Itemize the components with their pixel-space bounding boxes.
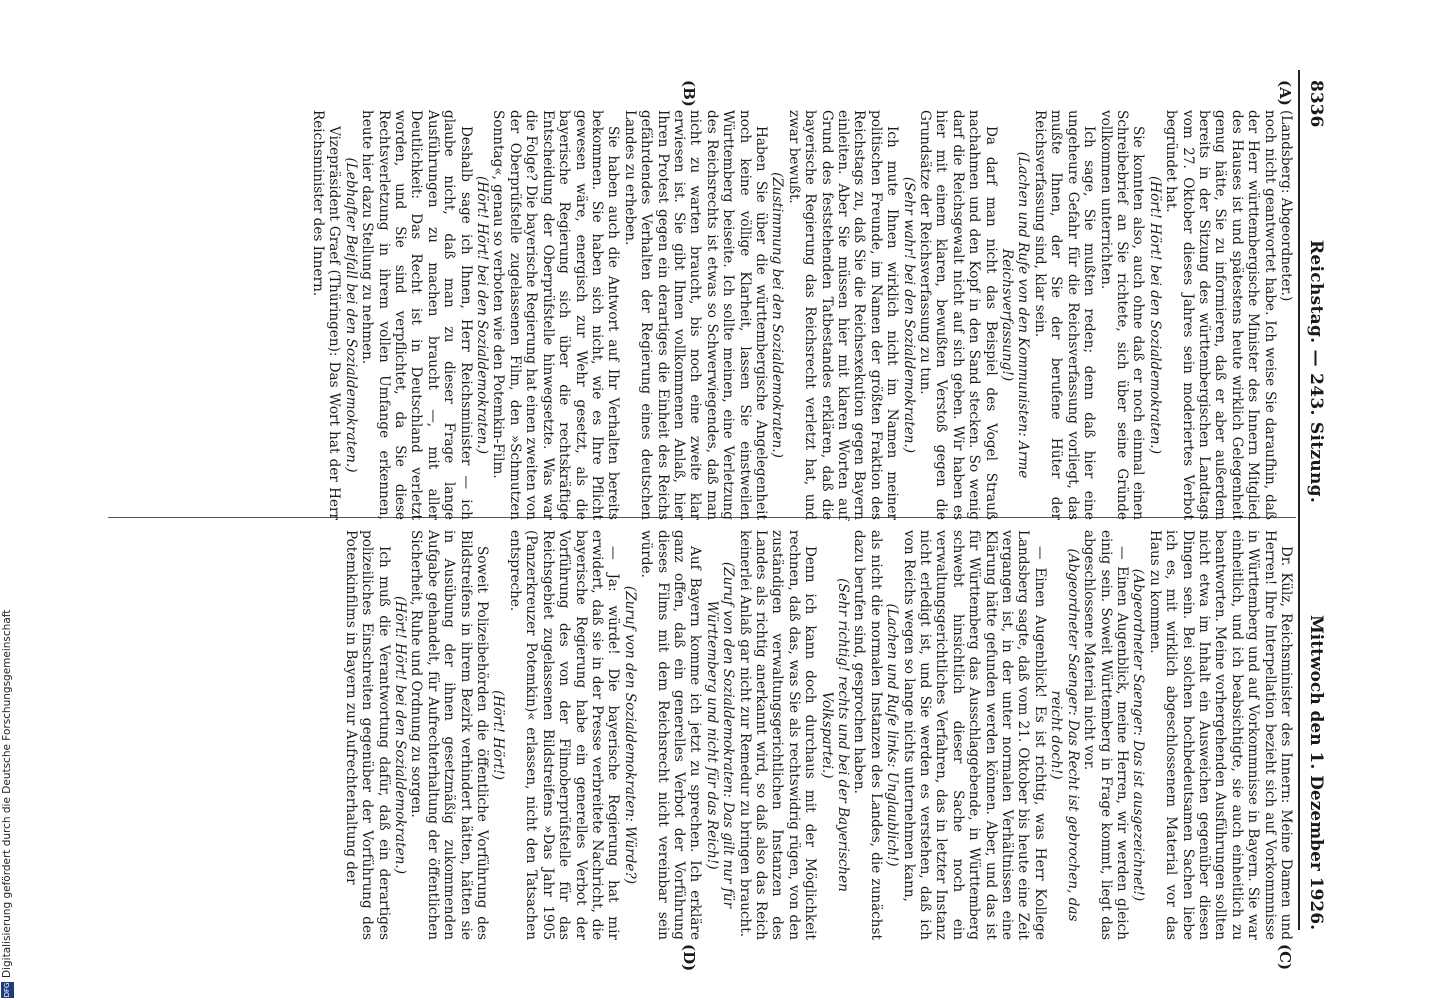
paragraph: Sie haben auch die Antwort auf Ihr Verhalten bereits bekommen. Sie haben sich nicht, wie es Ihre Pflicht gewesen wäre, energisch zur Wehr gesetzt, als die bayerische Regierung sich über die rechtskräftige Entscheidung der Oberprüfstelle hinwegsetzte. Was war die Folge? Die bayerische Regierung hat einen zweiten von der Oberprüfstelle zugelassenen Film, den »Schmutzen Sonntag«, genau so verboten wie den Potemkin-Film.: [490, 110, 622, 520]
interjection: (Hört! Hört!): [490, 690, 507, 780]
interjection: (Hört! Hört! bei den Sozialdemokraten.): [1146, 175, 1163, 455]
interjection: (Abgeordneter Saenger: Das Recht ist gebrochen, das reicht doch!): [1048, 548, 1081, 922]
page-number: 8336: [1306, 80, 1326, 128]
left-column: [310, 110, 1294, 520]
speaker-continuation: (Landsberg: Abgeordneter.): [1278, 110, 1294, 302]
paragraph: Deshalb sage ich Ihnen, Herr Reichsminister — ich glaube nicht, daß man zu dieser Frage lange Ausführungen zu machen braucht —, mit aller Deutlichkeit: Das Recht ist in Deutschland verletzt worden, und Sie sind verpflichtet, da Sie diese Rechtsverletzung in ihrem vollen Umfange erkennen, heute hier dazu Stellung zu nehmen.: [359, 110, 474, 520]
scanned-page: [14, 0, 1414, 1000]
session-date: Mittwoch den 1. Dezember 1926.: [1306, 614, 1326, 930]
interjection: (Hört! Hört! bei den Sozialdemokraten.): [392, 595, 409, 875]
margin-marker-c: (C): [1276, 944, 1294, 971]
credit-strip: [0, 0, 16, 1000]
margin-marker-a: (A): [1276, 80, 1294, 106]
paragraph: Haben Sie über die württembergische Angelegenheit noch keine völlige Klarheit, lassen Sie einstweilen Württemberg beiseite. Ich sollte meinen, eine Verletzung des Reichsrechts ist etwas so Schwerwiegendes, daß man nicht zu warten braucht, bis noch eine zweite klar erwiesen ist. Sie gibt Ihnen vollkommenen Anlaß, hier Ihren Protest gegen ein derartiges die Einheit des Reichs gefährdendes Verhalten der Regierung eines deutschen Landes zu erheben.: [621, 110, 769, 520]
paragraph: — Einen Augenblick! Es ist richtig, was Herr Kollege Landsberg sagte, daß vom 21. Oktober bis heute eine Zeit vergangen ist, in der unter normalen Verhältnissen eine Klärung hätte gefunden werden können. Aber, und das ist für Württemberg das Ausschlaggebende, in Württemberg schwebt hinsichtlich dieser Sache noch ein verwaltungsgerichtliches Verfahren, das in letzter Instanz nicht erledigt ist, und Sie werden es verstehen, daß ich von Reichs wegen so lange nichts unternehmen kann,: [900, 530, 1048, 940]
dfg-logo: DFG: [1, 982, 14, 998]
margin-marker-d: (D): [680, 944, 698, 972]
speaker-paragraph: Dr. Külz, Reichsminister des Innern: Meine Damen und Herren! Ihre Interpellation bezieht sich auf Vorkommnisse in Württemberg und auf Vorkommnisse in Bayern. Sie war einheitlich, und ich beabsichtigte, sie auch einheitlich zu beantworten. Meine vorhergehenden Ausführungen sollten nicht etwa im Inhalt ein Ausweichen gegenüber diesen Dingen sein. Bei solchen hochbedeutsamen Sachen liebe ich es, mit wirklich abgeschlossenem Material vor das Haus zu kommen.: [1146, 530, 1294, 940]
margin-marker-b: (B): [680, 80, 698, 107]
paragraph: Sie konnten also, auch ohne daß er noch einmal einen Schreibebrief an Sie richtete, sich über seine Gründe vollkommen unterrichten.: [1097, 110, 1147, 520]
interjection: (Lebhafter Beifall bei den Sozialdemokraten.): [342, 157, 359, 473]
paragraph: Soweit Polizeibehörden die öffentliche Vorführung des Bildstreifens in ihrem Bezirk verhindert hätten, hätten sie in Ausübung der ihnen gesetzmäßig zukommenden Aufgabe gehandelt, für Aufrechterhaltung der öffentlichen Sicherheit, Ruhe und Ordnung zu sorgen.: [408, 530, 491, 940]
paragraph: als nicht die normalen Instanzen des Landes, die zunächst dazu berufen sind, gesprochen haben.: [851, 530, 884, 940]
paragraph: Denn ich kann doch durchaus mit der Möglichkeit rechnen, daß das, was Sie als rechtswidrig rügen, von den zuständigen verwaltungsgerichtlichen Instanzen des Landes als richtig anerkannt wird, so daß also das Reich keinerlei Anlaß gar nicht zur Remedur zu bringen braucht.: [736, 530, 819, 940]
page-header: [1298, 70, 1326, 930]
paragraph: Ich mute Ihnen wirklich nicht im Namen meiner politischen Freunde, im Namen der größten Fraktion des Reichstags zu, daß Sie die Reichsexekution gegen Bayern einleiten. Aber Sie müssen hier mit klaren Worten auf Grund des feststehenden Tatbestandes erklären, daß die bayerische Regierung das Reichsrecht verletzt hat, und zwar bewußt.: [785, 110, 901, 520]
interjection: (Sehr wahr! bei den Sozialdemokraten.): [900, 176, 917, 454]
paragraph: noch nicht geantwortet habe. Ich weise Sie daraufhin, daß der Herr württembergische Minister des Innern Mitglied des Hauses ist und spätestens heute wirklich Gelegenheit genug hätte, Sie zu informieren, daß er aber außerdem bereits in der Sitzung des württembergischen Landtags vom 27. Oktober dieses Jahres sein moderiertes Verbot begründet hat.: [1163, 110, 1278, 520]
paragraph: Auf Bayern komme ich jetzt zu sprechen. Ich erkläre ganz offen, daß ein generelles Verbot der Vorführung dieses Films mit dem Reichsrecht nicht vereinbar sein würde.: [638, 530, 704, 940]
paragraph: — Ja: würde! Die bayerische Regierung hat mir erwidert, daß sie in der Presse verbreitete Nachricht, die bayerische Regierung habe ein generelles Verbot der Vorführung des von der Filmoberprüfstelle für das Reichsgebiet zugelassenen Bildstreifens »Das Jahr 1905 (Panzerkreuzer Potemkin)« erlassen, nicht den Tatsachen entspreche.: [506, 530, 622, 940]
interjection: (Hört! Hört! bei den Sozialdemokraten.): [474, 175, 491, 455]
interjection: (Zustimmung bei den Sozialdemokraten.): [769, 172, 786, 458]
interjection: (Abgeordneter Saenger: Das ist ausgezeichnet!): [1130, 568, 1147, 902]
digitization-credit: Digitalisierung gefördert durch die Deutsche Forschungsgemeinschaft: [1, 609, 13, 978]
interjection: (Lachen und Rufe von den Kommunisten: Arme Reichsverfassung!): [999, 151, 1032, 479]
page-title: Reichstag. — 243. Sitzung.: [1306, 240, 1326, 504]
interjection: (Zuruf von den Sozialdemokraten: Das gilt nur für Württemberg und nicht für das Reich!): [703, 561, 737, 909]
right-column: [342, 530, 1294, 940]
paragraph: Ich muß die Verantwortung dafür, daß ein derartiges polizeiliches Einschreiten gegenüber der Vorführung des Potemkinfilms in Bayern zur Aufrechterhaltung der: [342, 530, 392, 940]
paragraph: — Einen Augenblick, meine Herren, wir werden gleich einig sein. Soweit Württemberg in Frage kommt, liegt das abgeschlossene Material nicht vor.: [1081, 530, 1130, 940]
speaker-paragraph: Vizepräsident Graef (Thüringen): Das Wort hat der Herr Reichsminister des Innern.: [310, 110, 343, 520]
interjection: (Lachen und Rufe links: Unglaublich!): [884, 603, 901, 867]
interjection: (Zuruf von den Sozialdemokraten: Würde?): [621, 585, 638, 885]
paragraph: Da darf man nicht das Beispiel des Vogel Strauß nachahmen und den Kopf in den Sand stecken. So wenig darf die Reichsgewalt nicht auf sich geben. Wir haben es hier mit einem klaren, bewußten Verstoß gegen die Grundsätze der Reichsverfassung zu tun.: [917, 110, 999, 520]
interjection: (Sehr richtig! rechts und bei der Bayerischen Volkspartei.): [818, 578, 852, 892]
paragraph: Ich sage, Sie mußten reden; denn daß hier eine ungeheure Gefahr für die Reichsverfassung vorliegt, das mußte Ihnen, der Sie der berufene Hüter der Reichsverfassung sind, klar sein.: [1031, 110, 1098, 520]
